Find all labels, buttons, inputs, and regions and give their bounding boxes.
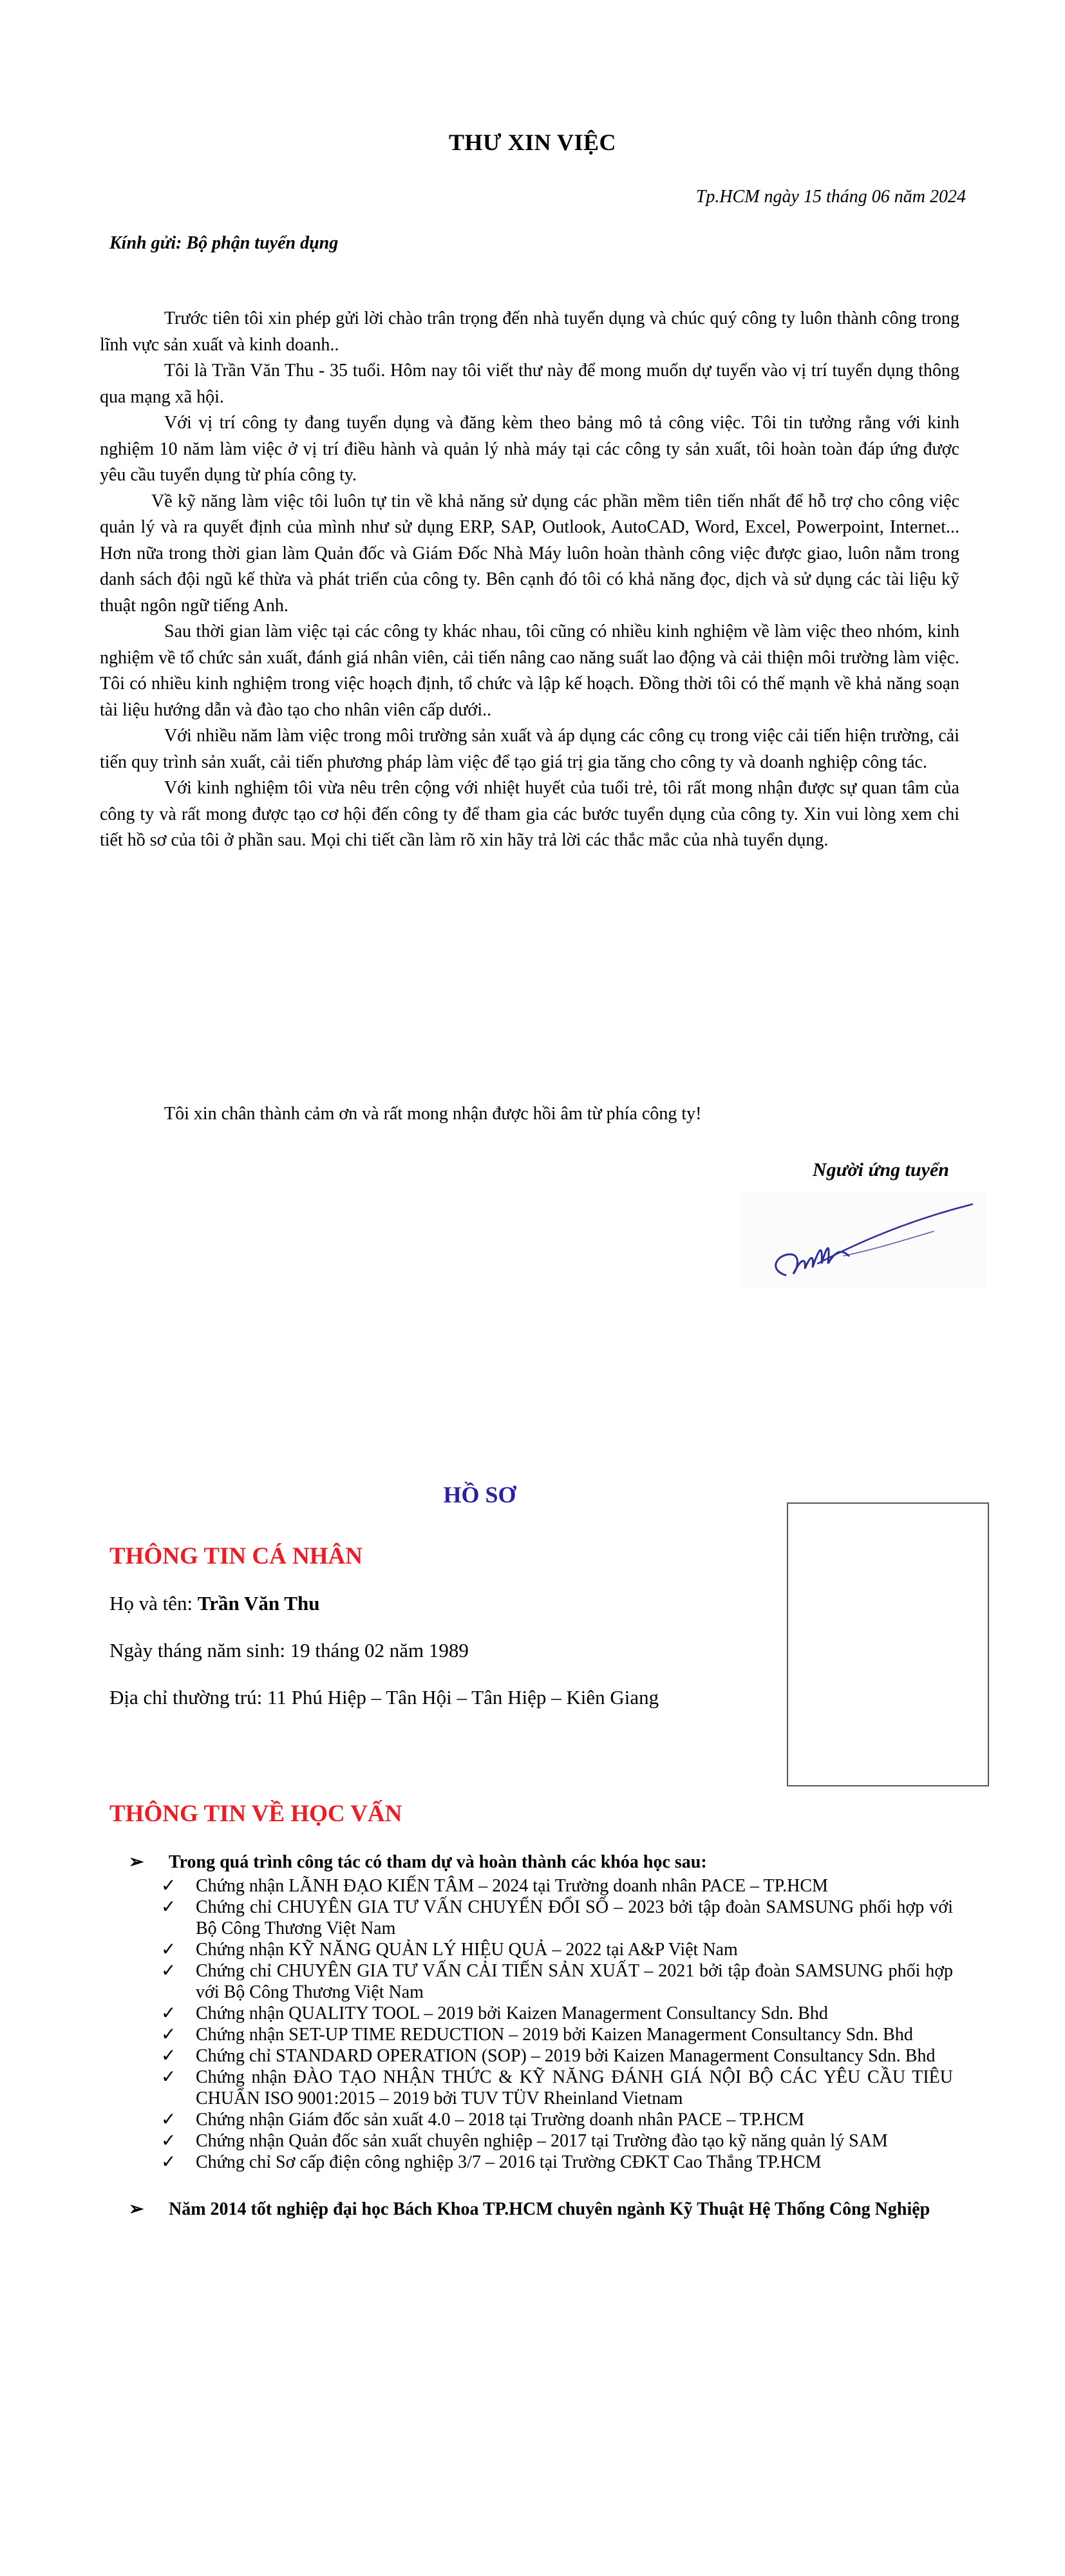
arrow-bullet-icon: ➢ <box>129 2199 144 2219</box>
checkmark-icon: ✓ <box>161 1961 176 1981</box>
list-item: ✓ Chứng nhận Giám đốc sản xuất 4.0 – 2018 tại Trường doanh nhân PACE – TP.HCM <box>161 2110 805 2130</box>
list-item: ✓ Chứng nhận KỸ NĂNG QUẢN LÝ HIỆU QUẢ – 2022 tại A&P Việt Nam <box>161 1940 738 1960</box>
list-item: ✓ Chứng chỉ Sơ cấp điện công nghiệp 3/7 – 2016 tại Trường CĐKT Cao Thắng TP.HCM <box>161 2152 822 2172</box>
list-item: ✓ Chứng chỉ CHUYÊN GIA TƯ VẤN CẢI TIẾN SẢN XUẤT – 2021 bởi tập đoàn SAMSUNG phối hợp với Bộ Công Thương Việt Nam <box>161 1961 953 2002</box>
list-item: ✓ Chứng chỉ CHUYÊN GIA TƯ VẤN CHUYỂN ĐỔI SỐ – 2023 bởi tập đoàn SAMSUNG phối hợp với Bộ Công Thương Việt Nam <box>161 1897 953 1938</box>
letter-title: THƯ XIN VIỆC <box>448 129 617 155</box>
education-heading: THÔNG TIN VỀ HỌC VẤN <box>109 1801 402 1827</box>
checkmark-icon: ✓ <box>161 1897 176 1917</box>
certificate-list <box>129 1875 953 2173</box>
checkmark-icon: ✓ <box>161 2131 176 2151</box>
letter-paragraph: Trước tiên tôi xin phép gửi lời chào trân trọng đến nhà tuyển dụng và chúc quý công ty luôn thành công trong lĩnh vực sản xuất và kinh doanh.. <box>100 308 959 355</box>
applicant-label: Người ứng tuyển <box>812 1159 949 1180</box>
graduation-line: ➢ Năm 2014 tốt nghiệp đại học Bách Khoa TP.HCM chuyên ngành Kỹ Thuật Hệ Thống Công Nghiệp <box>129 2199 930 2219</box>
list-item: ✓ Chứng chỉ STANDARD OPERATION (SOP) – 2019 bởi Kaizen Managerment Consultancy Sdn. Bhd <box>161 2046 936 2066</box>
arrow-bullet-icon: ➢ <box>129 1852 144 1872</box>
birth-date-line: Ngày tháng năm sinh: 19 tháng 02 năm 1989 <box>109 1639 469 1662</box>
salutation: Kính gửi: Bộ phận tuyển dụng <box>109 233 339 253</box>
checkmark-icon: ✓ <box>161 2046 176 2066</box>
name-value: Trần Văn Thu <box>197 1592 320 1615</box>
letter-paragraph: Với kinh nghiệm tôi vừa nêu trên cộng với nhiệt huyết của tuổi trẻ, tôi rất mong nhận được sự quan tâm của công ty và rất mong được tạo cơ hội đến công ty để tham gia các bước tuyển dụng của công ty. Xin vui lòng xem chi tiết hồ sơ của tôi ở phần sau. Mọi chi tiết cần làm rõ xin hãy trả lời các thắc mắc của nhà tuyển dụng. <box>100 778 959 850</box>
checkmark-icon: ✓ <box>161 1940 176 1960</box>
letter-body <box>100 306 959 854</box>
list-item: ✓ Chứng nhận SET-UP TIME REDUCTION – 2019 bởi Kaizen Managerment Consultancy Sdn. Bhd <box>161 2025 913 2045</box>
list-item: ✓ Chứng nhận LÃNH ĐẠO KIẾN TÂM – 2024 tại Trường doanh nhân PACE – TP.HCM <box>161 1876 828 1896</box>
address-line: Địa chỉ thường trú: 11 Phú Hiệp – Tân Hội – Tân Hiệp – Kiên Giang <box>109 1686 659 1709</box>
education-section <box>129 1852 953 2220</box>
list-item: ✓ Chứng nhận ĐÀO TẠO NHẬN THỨC & KỸ NĂNG ĐÁNH GIÁ NỘI BỘ CÁC YÊU CẦU TIÊU CHUẨN ISO 9001:2015 – 2019 bởi TUV TÜV Rheinland Vietnam <box>161 2067 953 2108</box>
personal-info-heading: THÔNG TIN CÁ NHÂN <box>109 1543 363 1569</box>
checkmark-icon: ✓ <box>161 2067 176 2087</box>
profile-title: HỒ SƠ <box>443 1482 516 1508</box>
list-item: ✓ Chứng nhận Quản đốc sản xuất chuyên nghiệp – 2017 tại Trường đào tạo kỹ năng quản lý SAM <box>161 2131 888 2151</box>
letter-paragraph: Với nhiều năm làm việc trong môi trường sản xuất và áp dụng các công cụ trong việc cải tiến hiện trường, cải tiến quy trình sản xuất, cải tiến phương pháp làm việc để tạo giá trị gia tăng cho công ty và doanh nghiệp công tác. <box>100 726 959 772</box>
checkmark-icon: ✓ <box>161 2152 176 2172</box>
checkmark-icon: ✓ <box>161 2110 176 2130</box>
checkmark-icon: ✓ <box>161 2025 176 2045</box>
name-label: Họ và tên: <box>109 1592 198 1615</box>
checkmark-icon: ✓ <box>161 2003 176 2023</box>
thanks-line: Tôi xin chân thành cảm ơn và rất mong nhận được hồi âm từ phía công ty! <box>164 1104 702 1124</box>
letter-paragraph: Sau thời gian làm việc tại các công ty khác nhau, tôi cũng có nhiều kinh nghiệm về làm việc theo nhóm, kinh nghiệm về tổ chức sản xuất, đánh giá nhân viên, cải tiến nâng cao năng suất lao động và cải thiện môi trường làm việc. Tôi có nhiều kinh nghiệm trong việc hoạch định, tổ chức và lập kế hoạch. Đồng thời tôi có thế mạnh về khả năng soạn tài liệu hướng dẫn và đào tạo cho nhân viên cấp dưới.. <box>100 621 959 720</box>
signature-image <box>740 1191 985 1288</box>
letter-paragraph: Tôi là Trần Văn Thu - 35 tuổi. Hôm nay tôi viết thư này để mong muốn dự tuyển vào vị trí tuyển dụng thông qua mạng xã hội. <box>100 361 959 407</box>
letter-paragraph: Về kỹ năng làm việc tôi luôn tự tin về khả năng sử dụng các phần mềm tiên tiến nhất để hỗ trợ cho công việc quản lý và ra quyết định của mình như sử dụng ERP, SAP, Outlook, AutoCAD, Word, Excel, Powerpoint, Internet... Hơn nữa trong thời gian làm Quản đốc và Giám Đốc Nhà Máy luôn hoàn thành công việc được giao, luôn nằm trong danh sách đội ngũ kế thừa và phát triển của công ty. Bên cạnh đó tôi có khả năng đọc, dịch và sử dụng các tài liệu kỹ thuật ngôn ngữ tiếng Anh. <box>100 491 959 616</box>
full-name-line <box>109 1592 319 1615</box>
list-item: ✓ Chứng nhận QUALITY TOOL – 2019 bởi Kaizen Managerment Consultancy Sdn. Bhd <box>161 2003 828 2023</box>
checkmark-icon: ✓ <box>161 1876 176 1896</box>
courses-intro: ➢ Trong quá trình công tác có tham dự và hoàn thành các khóa học sau: <box>129 1852 707 1872</box>
place-date: Tp.HCM ngày 15 tháng 06 năm 2024 <box>695 187 966 207</box>
letter-paragraph: Với vị trí công ty đang tuyển dụng và đăng kèm theo bảng mô tả công việc. Tôi tin tưởng rằng với kinh nghiệm 10 năm làm việc ở vị trí điều hành và quản lý nhà máy tại các công ty sản xuất, tôi hoàn toàn đáp ứng được yêu cầu tuyển dụng từ phía công ty. <box>100 413 959 485</box>
photo-placeholder <box>787 1502 989 1786</box>
